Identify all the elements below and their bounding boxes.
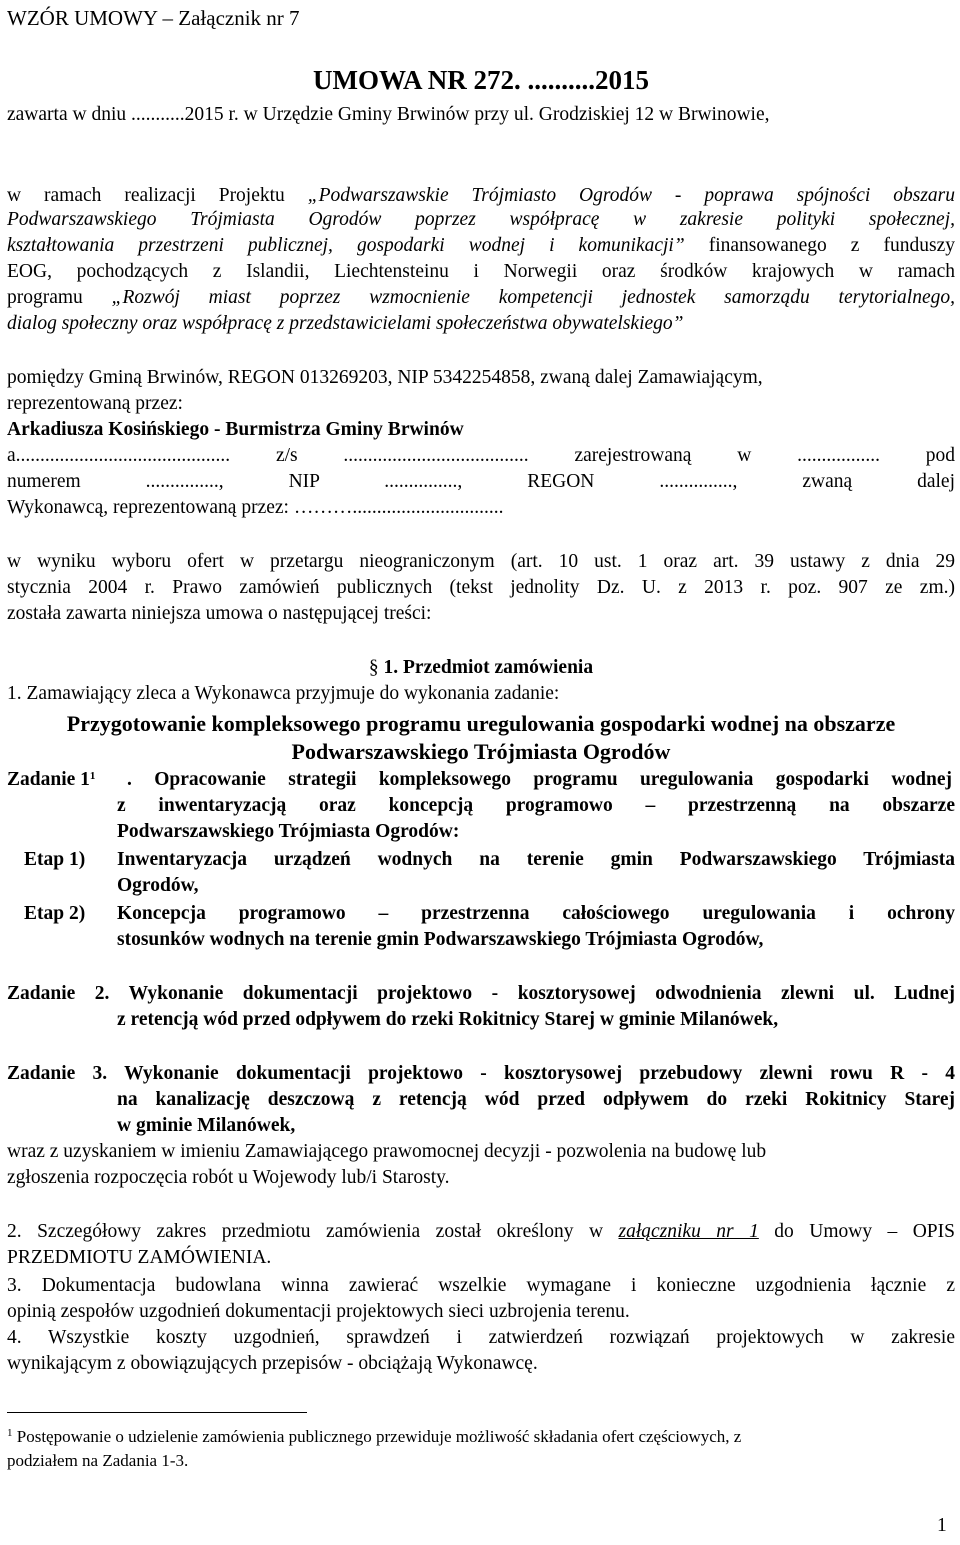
task-1-line: . Opracowanie strategii kompleksowego programu uregulowania gospodarki wodnej <box>127 769 952 790</box>
task-1-line: z inwentaryzacją oraz koncepcją programowo – przestrzenną na obszarze <box>117 795 955 816</box>
page-number: 1 <box>937 1515 947 1536</box>
paragraph-1: 1. Zamawiający zleca a Wykonawca przyjmuje do wykonania zadanie: <box>7 683 560 704</box>
paragraph-3: 3. Dokumentacja budowlana winna zawierać wszelkie wymagane i konieczne uzgodnienia łącznie z <box>7 1275 955 1296</box>
stage-1-label: Etap 1) <box>24 849 86 870</box>
basis-line: stycznia 2004 r. Prawo zamówień publicznych (tekst jednolity Dz. U. z 2013 r. poz. 907 ze zm.) <box>7 577 955 598</box>
task-3-line: w gminie Milanówek, <box>117 1115 296 1136</box>
decision-line: zgłoszenia rozpoczęcia robót u Wojewody lub/i Starosty. <box>7 1167 450 1188</box>
basis-line: w wyniku wyboru ofert w przetargu nieograniczonym (art. 10 ust. 1 oraz art. 39 ustawy z dnia 29 <box>7 551 955 572</box>
stage-2-line: stosunków wodnych na terenie gmin Podwarszawskiego Trójmiasta Ogrodów, <box>117 929 764 950</box>
decision-line: wraz z uzyskaniem w imieniu Zamawiającego prawomocnej decyzji - pozwolenia na budowę lub <box>7 1141 767 1162</box>
stage-2-label: Etap 2) <box>24 903 86 924</box>
paragraph-2: PRZEDMIOTU ZAMÓWIENIA. <box>7 1247 272 1268</box>
task-3-line: na kanalizację deszczową z retencją wód przed odpływem do rzeki Rokitnicy Starej <box>117 1089 955 1110</box>
contract-title: UMOWA NR 272. ..........2015 <box>313 65 649 95</box>
stage-1-line: Inwentaryzacja urządzeń wodnych na terenie gmin Podwarszawskiego Trójmiasta <box>117 849 955 870</box>
footnote-separator <box>7 1412 307 1413</box>
paragraph-4: 4. Wszystkie koszty uzgodnień, sprawdzeń i zatwierdzeń rozwiązań projektowych w zakresie <box>7 1327 955 1348</box>
task-1-line: Podwarszawskiego Trójmiasta Ogrodów: <box>117 821 460 842</box>
stage-1-line: Ogrodów, <box>117 875 199 896</box>
parties-line: pomiędzy Gminą Brwinów, REGON 013269203, NIP 5342254858, zwaną dalej Zamawiającym, <box>7 367 763 388</box>
concluded-line: zawarta w dniu ...........2015 r. w Urzędzie Gminy Brwinów przy ul. Grodziskiej 12 w Brwinowie, <box>7 104 770 125</box>
attachment-1-link[interactable]: załączniku nr 1 <box>618 1221 759 1242</box>
task-title: Podwarszawskiego Trójmiasta Ogrodów <box>291 739 671 764</box>
task-title: Przygotowanie kompleksowego programu uregulowania gospodarki wodnej na obszarze <box>66 711 896 736</box>
task-1-label: Zadanie $1^1$ <box>7 769 96 790</box>
parties-line: reprezentowaną przez: <box>7 393 183 414</box>
project-line: Podwarszawskiego Trójmiasta Ogrodów poprzez współpracę w zakresie polityki społecznej, <box>7 209 955 230</box>
project-line: kształtowania przestrzeni publicznej, gospodarki wodnej i komunikacji” finansowanego z funduszy <box>7 235 955 256</box>
task-3-line: Zadanie 3. Wykonanie dokumentacji projektowo - kosztorysowej przebudowy zlewni rowu R - 4 <box>7 1063 955 1084</box>
task-2-line: Zadanie 2. Wykonanie dokumentacji projektowo - kosztorysowej odwodnienia zlewni ul. Ludnej <box>7 983 955 1004</box>
basis-line: została zawarta niniejsza umowa o następującej treści: <box>7 603 432 624</box>
paragraph-4: wynikającym z obowiązujących przepisów - obciążają Wykonawcę. <box>7 1353 538 1374</box>
footnote: $^1$ Postępowanie o udzielenie zamówienia publicznego przewiduje możliwość składania ofert częściowych, z <box>7 1427 742 1446</box>
project-line: programu „Rozwój miast poprzez wzmocnienie kompetencji jednostek samorządu terytorialnego, <box>7 287 955 308</box>
project-line: EOG, pochodzących z Islandii, Liechtensteinu i Norwegii oraz środków krajowych w ramach <box>7 261 955 282</box>
section-1-heading: § 1. Przedmiot zamówienia <box>368 657 594 678</box>
project-line: dialog społeczny oraz współpracę z przedstawicielami społeczeństwa obywatelskiego” <box>7 313 684 334</box>
paragraph-2: 2. Szczegółowy zakres przedmiotu zamówienia został określony w załączniku nr 1 do Umowy – OPIS <box>7 1221 955 1242</box>
paragraph-3: opinią zespołów uzgodnień dokumentacji projektowych sieci uzbrojenia terenu. <box>7 1301 630 1322</box>
footnote: podziałem na Zadania 1-3. <box>7 1451 189 1470</box>
contractor-line: numerem ..............., NIP ..............., REGON ..............., zwaną dalej <box>7 471 955 492</box>
stage-2-line: Koncepcja programowo – przestrzenna całościowego uregulowania i ochrony <box>117 903 955 924</box>
contractor-line: Wykonawcą, reprezentowaną przez: ………............................... <box>7 497 504 518</box>
representative-name: Arkadiusza Kosińskiego - Burmistrza Gminy Brwinów <box>7 419 464 440</box>
task-2-line: z retencją wód przed odpływem do rzeki Rokitnicy Starej w gminie Milanówek, <box>117 1009 779 1030</box>
contractor-line: a............................................ z/s ...................................... zarejestrowaną w ................. pod <box>7 445 955 466</box>
template-label: WZÓR UMOWY – Załącznik nr 7 <box>7 6 300 30</box>
project-line: w ramach realizacji Projektu „Podwarszawskie Trójmiasto Ogrodów - poprawa spójności obszaru <box>7 185 956 206</box>
